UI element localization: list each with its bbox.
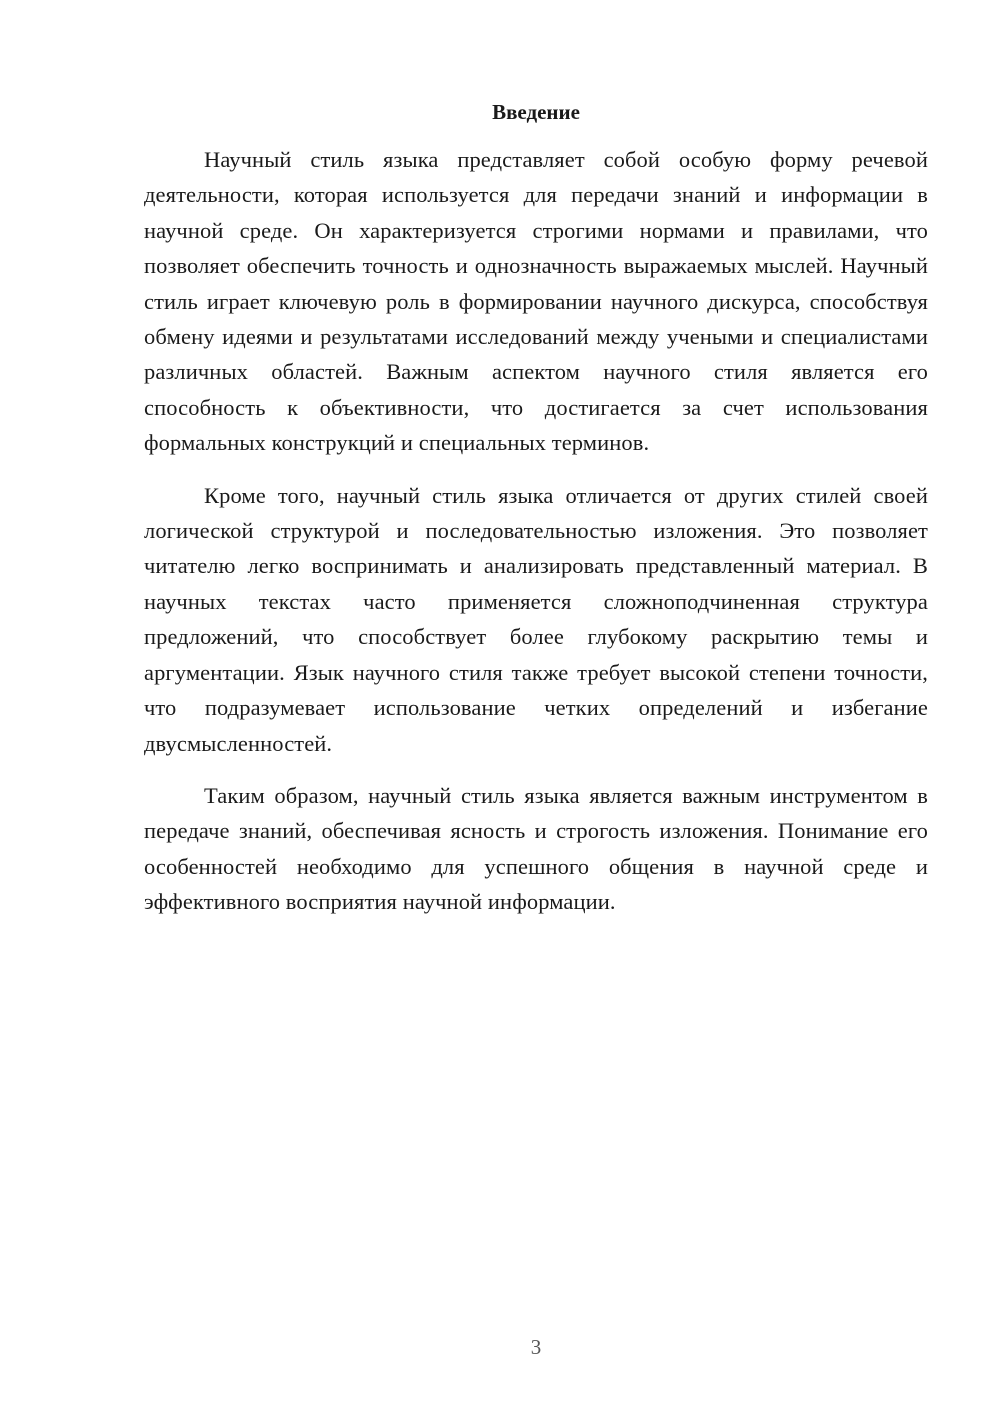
page-title: Введение	[492, 100, 580, 124]
paragraph-1: Научный стиль языка представляет собой особую форму речевой деятельности, которая используется для передачи знаний и информации в научной среде. Он характеризуется строгими нормами и правилами, что позволяет обеспечить точность и однозначность выражаемых мыслей. Научный стиль играет ключевую роль в формировании научного дискурса, способствуя обмену идеями и результатами исследований между учеными и специалистами различных областей. Важным аспектом научного стиля является его способность к объективности, что достигается за счет использования формальных конструкций и специальных терминов.	[144, 147, 928, 456]
paragraph-3: Таким образом, научный стиль языка является важным инструментом в передаче знаний, обеспечивая ясность и строгость изложения. Понимание его особенностей необходимо для успешного общения в научной среде и эффективного восприятия научной информации.	[144, 782, 928, 915]
document-body	[144, 142, 928, 937]
paragraph-2: Кроме того, научный стиль языка отличается от других стилей своей логической структурой и последовательностью изложения. Это позволяет читателю легко воспринимать и анализировать представленный материал. В научных текстах часто применяется сложноподчиненная структура предложений, что способствует более глубокому раскрытию темы и аргументации. Язык научного стиля также требует высокой степени точности, что подразумевает использование четких определений и избегание двусмысленностей.	[144, 482, 928, 756]
page-number: 3	[530, 1335, 542, 1359]
